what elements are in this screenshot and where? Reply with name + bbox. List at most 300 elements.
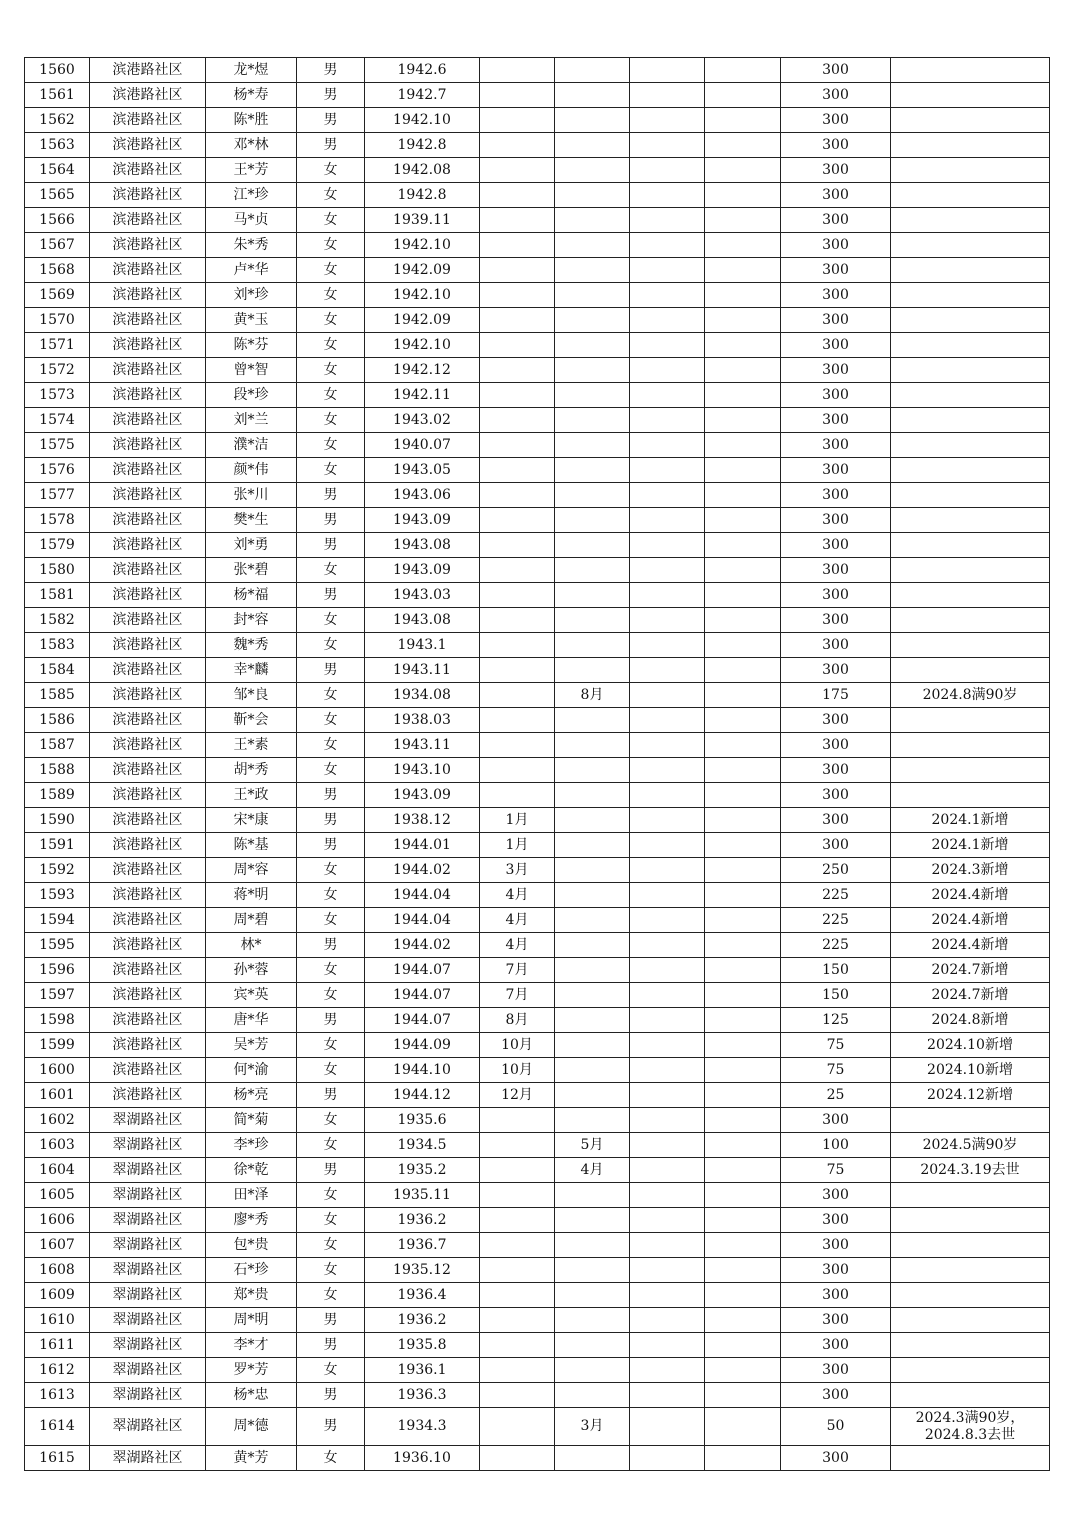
cell-community: 滨港路社区 [90,758,206,783]
cell-community: 滨港路社区 [90,408,206,433]
cell-col-8 [630,658,705,683]
cell-name: 张*碧 [206,558,297,583]
cell-gender: 男 [297,783,365,808]
cell-gender: 女 [297,858,365,883]
cell-row-number: 1562 [25,108,90,133]
cell-birth-date: 1944.01 [365,833,480,858]
cell-remark [891,733,1050,758]
cell-remark [891,1283,1050,1308]
cell-added-month: 12月 [480,1083,555,1108]
cell-remark: 2024.3新增 [891,858,1050,883]
cell-added-month [480,133,555,158]
cell-gender: 女 [297,208,365,233]
cell-community: 滨港路社区 [90,258,206,283]
table-row [25,633,1050,658]
cell-amount: 125 [781,1008,891,1033]
table-row [25,508,1050,533]
cell-name: 黄*玉 [206,308,297,333]
cell-name: 颜*伟 [206,458,297,483]
table-row [25,983,1050,1008]
table-row [25,808,1050,833]
table-row [25,1283,1050,1308]
cell-community: 滨港路社区 [90,533,206,558]
cell-birth-date: 1936.4 [365,1283,480,1308]
table-row [25,708,1050,733]
cell-community: 滨港路社区 [90,58,206,83]
cell-birth-date: 1943.02 [365,408,480,433]
cell-added-month [480,583,555,608]
cell-amount: 225 [781,908,891,933]
cell-name: 马*贞 [206,208,297,233]
cell-name: 杨*忠 [206,1383,297,1408]
cell-col-8 [630,283,705,308]
cell-col-9 [705,908,781,933]
cell-added-month [480,1233,555,1258]
cell-row-number: 1613 [25,1383,90,1408]
cell-community: 滨港路社区 [90,858,206,883]
cell-amount: 300 [781,658,891,683]
cell-age-reached-month [555,958,630,983]
cell-added-month: 4月 [480,883,555,908]
cell-community: 翠湖路社区 [90,1283,206,1308]
cell-col-8 [630,558,705,583]
cell-amount: 225 [781,883,891,908]
cell-amount: 150 [781,958,891,983]
cell-name: 卢*华 [206,258,297,283]
cell-col-8 [630,783,705,808]
cell-age-reached-month [555,808,630,833]
cell-name: 杨*寿 [206,83,297,108]
cell-remark [891,283,1050,308]
cell-amount: 300 [781,208,891,233]
cell-row-number: 1566 [25,208,90,233]
cell-added-month [480,1208,555,1233]
cell-community: 翠湖路社区 [90,1408,206,1446]
cell-gender: 男 [297,58,365,83]
cell-row-number: 1575 [25,433,90,458]
cell-age-reached-month [555,1333,630,1358]
cell-gender: 女 [297,1358,365,1383]
cell-gender: 男 [297,808,365,833]
cell-col-9 [705,708,781,733]
cell-amount: 300 [781,183,891,208]
cell-added-month [480,383,555,408]
cell-amount: 300 [781,733,891,758]
cell-added-month [480,1283,555,1308]
table-row [25,1333,1050,1358]
cell-remark [891,608,1050,633]
cell-col-8 [630,958,705,983]
cell-birth-date: 1942.8 [365,183,480,208]
cell-added-month [480,83,555,108]
table-row [25,533,1050,558]
cell-added-month [480,608,555,633]
cell-amount: 300 [781,1208,891,1233]
cell-amount: 300 [781,408,891,433]
cell-remark: 2024.4新增 [891,908,1050,933]
cell-age-reached-month [555,758,630,783]
table-row [25,1233,1050,1258]
cell-amount: 300 [781,458,891,483]
cell-remark [891,83,1050,108]
cell-col-8 [630,333,705,358]
cell-amount: 300 [781,1308,891,1333]
cell-row-number: 1609 [25,1283,90,1308]
cell-age-reached-month [555,1008,630,1033]
table-row [25,1158,1050,1183]
cell-community: 滨港路社区 [90,208,206,233]
cell-gender: 男 [297,1008,365,1033]
cell-row-number: 1590 [25,808,90,833]
cell-col-9 [705,258,781,283]
cell-col-9 [705,483,781,508]
cell-community: 翠湖路社区 [90,1233,206,1258]
cell-gender: 女 [297,308,365,333]
cell-name: 陈*芬 [206,333,297,358]
cell-remark [891,583,1050,608]
cell-row-number: 1580 [25,558,90,583]
cell-row-number: 1606 [25,1208,90,1233]
table-row [25,133,1050,158]
cell-remark: 2024.8满90岁 [891,683,1050,708]
cell-added-month [480,1183,555,1208]
cell-col-8 [630,208,705,233]
cell-amount: 300 [781,233,891,258]
cell-community: 翠湖路社区 [90,1183,206,1208]
cell-added-month [480,1358,555,1383]
cell-col-9 [705,533,781,558]
cell-birth-date: 1934.3 [365,1408,480,1446]
cell-col-9 [705,83,781,108]
cell-col-9 [705,883,781,908]
cell-birth-date: 1936.3 [365,1383,480,1408]
table-row [25,583,1050,608]
cell-amount: 300 [781,508,891,533]
cell-row-number: 1583 [25,633,90,658]
cell-added-month [480,183,555,208]
cell-age-reached-month [555,858,630,883]
cell-gender: 女 [297,233,365,258]
cell-age-reached-month [555,108,630,133]
cell-added-month [480,1383,555,1408]
cell-age-reached-month [555,133,630,158]
cell-age-reached-month [555,483,630,508]
table-row [25,908,1050,933]
cell-row-number: 1565 [25,183,90,208]
cell-age-reached-month [555,833,630,858]
cell-amount: 300 [781,1383,891,1408]
cell-gender: 女 [297,458,365,483]
cell-col-9 [705,658,781,683]
cell-gender: 女 [297,708,365,733]
cell-row-number: 1563 [25,133,90,158]
cell-added-month [480,208,555,233]
cell-birth-date: 1944.04 [365,908,480,933]
cell-gender: 女 [297,1058,365,1083]
cell-age-reached-month [555,408,630,433]
cell-remark [891,308,1050,333]
cell-added-month: 3月 [480,858,555,883]
cell-remark [891,1333,1050,1358]
cell-name: 廖*秀 [206,1208,297,1233]
cell-col-8 [630,1283,705,1308]
cell-added-month [480,1258,555,1283]
cell-birth-date: 1943.09 [365,783,480,808]
cell-remark [891,233,1050,258]
cell-remark [891,658,1050,683]
cell-name: 刘*勇 [206,533,297,558]
cell-birth-date: 1934.08 [365,683,480,708]
cell-col-8 [630,1258,705,1283]
cell-added-month: 7月 [480,958,555,983]
cell-amount: 300 [781,308,891,333]
cell-age-reached-month [555,308,630,333]
cell-name: 王*政 [206,783,297,808]
cell-col-8 [630,1083,705,1108]
cell-added-month: 4月 [480,933,555,958]
table-row [25,1033,1050,1058]
cell-added-month [480,408,555,433]
cell-name: 胡*秀 [206,758,297,783]
cell-gender: 男 [297,533,365,558]
table-row [25,1208,1050,1233]
cell-age-reached-month [555,183,630,208]
cell-amount: 300 [781,283,891,308]
cell-col-9 [705,183,781,208]
cell-col-8 [630,508,705,533]
cell-name: 何*渝 [206,1058,297,1083]
table-row [25,1058,1050,1083]
cell-community: 翠湖路社区 [90,1108,206,1133]
cell-row-number: 1593 [25,883,90,908]
cell-gender: 男 [297,583,365,608]
table-row [25,483,1050,508]
cell-row-number: 1605 [25,1183,90,1208]
cell-remark [891,58,1050,83]
table-row [25,608,1050,633]
cell-col-8 [630,458,705,483]
cell-amount: 300 [781,1283,891,1308]
cell-name: 吴*芳 [206,1033,297,1058]
cell-gender: 女 [297,408,365,433]
cell-name: 周*明 [206,1308,297,1333]
cell-birth-date: 1942.8 [365,133,480,158]
cell-col-9 [705,383,781,408]
cell-amount: 300 [781,1358,891,1383]
cell-row-number: 1598 [25,1008,90,1033]
cell-added-month [480,1333,555,1358]
cell-col-8 [630,408,705,433]
cell-col-9 [705,933,781,958]
cell-remark [891,183,1050,208]
cell-name: 杨*福 [206,583,297,608]
cell-name: 濮*洁 [206,433,297,458]
cell-added-month: 1月 [480,808,555,833]
cell-gender: 男 [297,508,365,533]
cell-name: 徐*乾 [206,1158,297,1183]
cell-col-9 [705,1183,781,1208]
cell-remark [891,1108,1050,1133]
cell-row-number: 1600 [25,1058,90,1083]
table-row [25,733,1050,758]
cell-col-9 [705,1108,781,1133]
cell-col-8 [630,1133,705,1158]
cell-col-8 [630,483,705,508]
cell-amount: 250 [781,858,891,883]
cell-row-number: 1612 [25,1358,90,1383]
cell-col-8 [630,133,705,158]
cell-age-reached-month [555,358,630,383]
cell-col-8 [630,1333,705,1358]
cell-name: 孙*蓉 [206,958,297,983]
cell-row-number: 1588 [25,758,90,783]
cell-col-9 [705,1233,781,1258]
cell-remark [891,708,1050,733]
cell-birth-date: 1935.8 [365,1333,480,1358]
cell-gender: 女 [297,258,365,283]
cell-birth-date: 1942.12 [365,358,480,383]
cell-community: 滨港路社区 [90,458,206,483]
cell-name: 宋*康 [206,808,297,833]
cell-name: 靳*会 [206,708,297,733]
cell-name: 简*菊 [206,1108,297,1133]
cell-row-number: 1599 [25,1033,90,1058]
cell-community: 滨港路社区 [90,558,206,583]
cell-community: 滨港路社区 [90,308,206,333]
cell-amount: 300 [781,158,891,183]
cell-amount: 150 [781,983,891,1008]
cell-community: 滨港路社区 [90,683,206,708]
table-row [25,1008,1050,1033]
cell-age-reached-month [555,1308,630,1333]
cell-added-month [480,1308,555,1333]
cell-gender: 女 [297,1133,365,1158]
table-row [25,783,1050,808]
cell-col-9 [705,1008,781,1033]
cell-col-9 [705,158,781,183]
cell-gender: 女 [297,358,365,383]
cell-amount: 175 [781,683,891,708]
cell-community: 滨港路社区 [90,283,206,308]
cell-remark: 2024.7新增 [891,958,1050,983]
cell-row-number: 1589 [25,783,90,808]
cell-added-month [480,1133,555,1158]
cell-col-9 [705,758,781,783]
cell-age-reached-month [555,783,630,808]
cell-age-reached-month [555,1033,630,1058]
cell-col-8 [630,633,705,658]
cell-community: 翠湖路社区 [90,1208,206,1233]
cell-amount: 225 [781,933,891,958]
cell-age-reached-month [555,1258,630,1283]
cell-amount: 300 [781,633,891,658]
cell-col-9 [705,583,781,608]
cell-community: 滨港路社区 [90,133,206,158]
cell-age-reached-month [555,333,630,358]
cell-added-month [480,333,555,358]
cell-birth-date: 1944.07 [365,1008,480,1033]
cell-gender: 女 [297,733,365,758]
cell-birth-date: 1944.07 [365,983,480,1008]
cell-gender: 女 [297,183,365,208]
cell-birth-date: 1943.11 [365,733,480,758]
cell-col-8 [630,1158,705,1183]
cell-row-number: 1571 [25,333,90,358]
cell-gender: 女 [297,283,365,308]
cell-col-9 [705,1408,781,1446]
cell-col-8 [630,1446,705,1471]
cell-gender: 男 [297,1308,365,1333]
cell-community: 翠湖路社区 [90,1133,206,1158]
table-row [25,1133,1050,1158]
cell-col-9 [705,1158,781,1183]
cell-birth-date: 1942.10 [365,108,480,133]
cell-amount: 300 [781,1108,891,1133]
cell-gender: 女 [297,1033,365,1058]
cell-col-9 [705,808,781,833]
cell-age-reached-month [555,458,630,483]
cell-remark: 2024.4新增 [891,883,1050,908]
cell-row-number: 1584 [25,658,90,683]
cell-row-number: 1592 [25,858,90,883]
cell-col-8 [630,1108,705,1133]
cell-name: 周*德 [206,1408,297,1446]
cell-amount: 300 [781,1333,891,1358]
cell-remark [891,458,1050,483]
cell-gender: 女 [297,983,365,1008]
cell-birth-date: 1940.07 [365,433,480,458]
cell-community: 翠湖路社区 [90,1158,206,1183]
cell-remark: 2024.12新增 [891,1083,1050,1108]
cell-row-number: 1591 [25,833,90,858]
table-row [25,458,1050,483]
cell-birth-date: 1936.7 [365,1233,480,1258]
cell-community: 滨港路社区 [90,1033,206,1058]
cell-amount: 300 [781,108,891,133]
cell-birth-date: 1942.09 [365,308,480,333]
cell-birth-date: 1943.09 [365,508,480,533]
cell-col-8 [630,1408,705,1446]
cell-birth-date: 1936.2 [365,1308,480,1333]
cell-community: 滨港路社区 [90,508,206,533]
cell-added-month [480,358,555,383]
cell-amount: 300 [781,1233,891,1258]
cell-birth-date: 1943.10 [365,758,480,783]
cell-col-8 [630,833,705,858]
cell-amount: 300 [781,833,891,858]
table-row [25,233,1050,258]
cell-gender: 女 [297,958,365,983]
cell-row-number: 1574 [25,408,90,433]
cell-col-8 [630,358,705,383]
cell-added-month [480,1158,555,1183]
cell-name: 郑*贵 [206,1283,297,1308]
cell-col-9 [705,133,781,158]
cell-birth-date: 1936.2 [365,1208,480,1233]
cell-age-reached-month [555,1233,630,1258]
cell-added-month [480,158,555,183]
cell-birth-date: 1944.07 [365,958,480,983]
cell-age-reached-month: 8月 [555,683,630,708]
cell-col-9 [705,1383,781,1408]
cell-added-month: 8月 [480,1008,555,1033]
cell-age-reached-month: 4月 [555,1158,630,1183]
cell-birth-date: 1942.08 [365,158,480,183]
cell-col-9 [705,983,781,1008]
cell-amount: 50 [781,1408,891,1446]
cell-col-9 [705,1446,781,1471]
cell-amount: 300 [781,808,891,833]
